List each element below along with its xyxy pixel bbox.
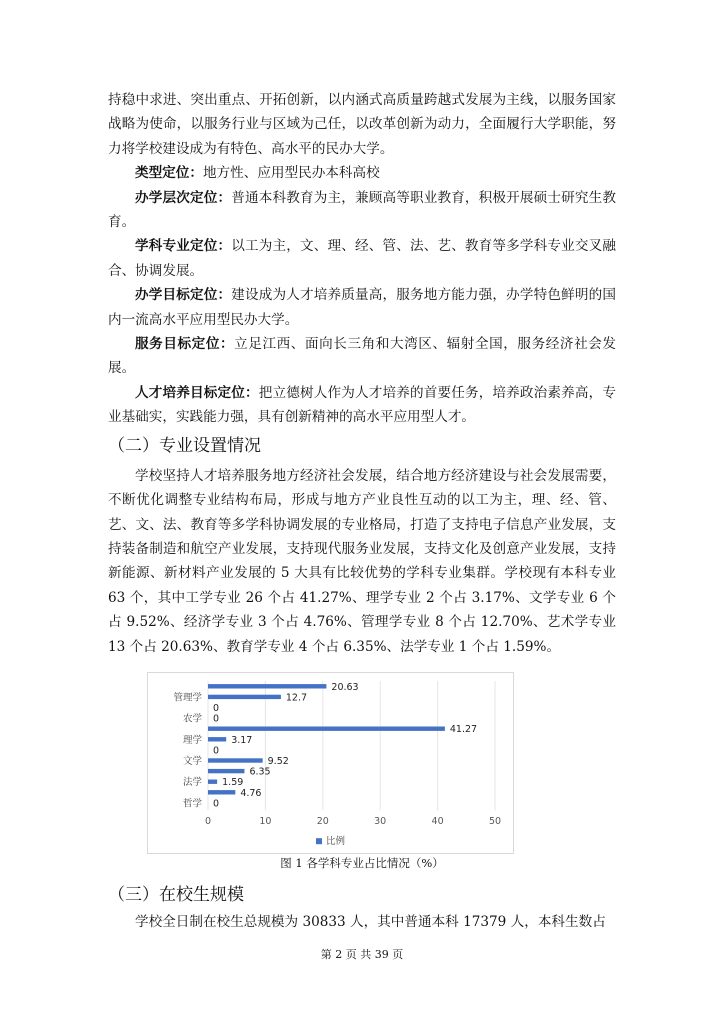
bar-value-label: 0 xyxy=(213,713,220,725)
position-item xyxy=(108,186,616,235)
bar-value-label: 6.35 xyxy=(249,766,271,778)
legend-swatch xyxy=(316,838,322,844)
x-tick-label: 40 xyxy=(431,816,444,828)
page-footer: 第 2 页 共 39 页 xyxy=(320,948,404,961)
bar xyxy=(208,727,445,731)
position-item xyxy=(108,283,616,332)
position-item xyxy=(108,234,616,283)
bar xyxy=(208,737,226,741)
bar xyxy=(208,790,235,794)
position-label: 服务目标定位： xyxy=(135,336,235,353)
category-label: 法学 xyxy=(182,777,202,789)
bar xyxy=(208,769,244,773)
section2-heading: （二）专业设置情况 xyxy=(108,435,261,456)
bar-value-label: 4.76 xyxy=(240,787,262,799)
category-label: 理学 xyxy=(182,734,202,746)
bar xyxy=(208,695,281,699)
x-tick-label: 50 xyxy=(488,816,502,828)
position-label: 学科专业定位： xyxy=(135,238,232,255)
category-label: 管理学 xyxy=(173,692,202,704)
position-item xyxy=(108,381,616,430)
bar xyxy=(208,758,263,762)
category-label: 文学 xyxy=(182,756,202,767)
figure-caption: 图 1 各学科专业占比情况（%） xyxy=(280,856,444,870)
positions-list xyxy=(108,161,616,429)
bar-value-label: 3.17 xyxy=(231,734,253,746)
bar-value-label: 41.27 xyxy=(449,724,478,736)
section3-heading: （三）在校生规模 xyxy=(108,885,244,905)
bar-value-label: 9.52 xyxy=(267,756,289,767)
position-item xyxy=(108,161,616,185)
bar-value-label: 0 xyxy=(213,745,220,757)
position-text: 普通本科教育为主，兼顾高等职业教育，积极开展硕士研究生教育。 xyxy=(108,189,617,231)
page-body xyxy=(108,88,616,659)
legend-label: 比例 xyxy=(326,836,346,848)
x-tick-label: 20 xyxy=(316,816,329,828)
bar-value-label: 0 xyxy=(213,703,220,714)
position-label: 类型定位： xyxy=(135,165,203,182)
position-text: 把立德树人作为人才培养的首要任务，培养政治素养高，专业基础实，实践能力强，具有创新精神的高水平应用型人才。 xyxy=(108,384,617,426)
section3-paragraph: 学校全日制在校生总规模为 30833 人，其中普通本科 17379 人，本科生数占 xyxy=(135,914,606,930)
intro-paragraph: 持稳中求进、突出重点、开拓创新，以内涵式高质量跨越式发展为主线，以服务国家战略为使命，以服务行业与区域为己任，以改革创新为动力，全面履行大学职能，努力将学校建设成为有特色、高水平的民办大学。 xyxy=(108,92,616,157)
subject-ratio-chart xyxy=(147,672,514,854)
bar-value-label: 12.7 xyxy=(285,692,308,704)
x-tick-label: 10 xyxy=(259,816,272,828)
position-label: 办学目标定位： xyxy=(135,287,232,304)
position-text: 地方性、应用型民办本科高校 xyxy=(202,165,380,182)
position-text: 建设成为人才培养质量高，服务地方能力强，办学特色鲜明的国内一流高水平应用型民办大学。 xyxy=(108,287,617,328)
category-label: 农学 xyxy=(182,713,202,725)
position-label: 办学层次定位： xyxy=(135,189,232,206)
position-text: 立足江西、面向长三角和大湾区、辐射全国，服务经济社会发展。 xyxy=(108,336,617,377)
bar xyxy=(208,684,326,688)
section2-paragraph: 学校坚持人才培养服务地方经济社会发展，结合地方经济建设与社会发展需要，不断优化调整专业结构布局，形成与地方产业良性互动的以工为主，理、经、管、艺、文、法、教育等多学科协调发展的专业格局，打造了支持电子信息产业发展，支持装备制造和航空产业发展，支持现代服务业发展，支持文化及创意产业发展，支持新能源、新材料产业发展的 5 大具有比较优势的学科专业集群。学校现有本科专业 63 个，其中工学专业 26 个占 41.27%、理学专业 2 个占 3.17%、文学专业 6 个占 9.52%、经济学专业 3 个占 4.76%、管理学专业 8 个占 12.70%、艺术学专业 13 个占 20.63%、教育学专业 4 个占 6.35%、法学专业 1 个占 1.59%。 xyxy=(108,467,616,655)
x-tick-label: 0 xyxy=(204,816,212,828)
category-label: 哲学 xyxy=(182,798,202,810)
position-item xyxy=(108,332,616,381)
x-tick-label: 30 xyxy=(374,816,387,828)
bar-value-label: 1.59 xyxy=(222,777,244,789)
bar xyxy=(208,780,217,784)
bar-value-label: 0 xyxy=(213,798,220,810)
position-label: 人才培养目标定位： xyxy=(135,384,259,401)
position-text: 以工为主，文、理、经、管、法、艺、教育等多学科专业交叉融合、协调发展。 xyxy=(108,238,617,279)
bar-value-label: 20.63 xyxy=(331,681,359,693)
chart-svg xyxy=(148,673,513,853)
